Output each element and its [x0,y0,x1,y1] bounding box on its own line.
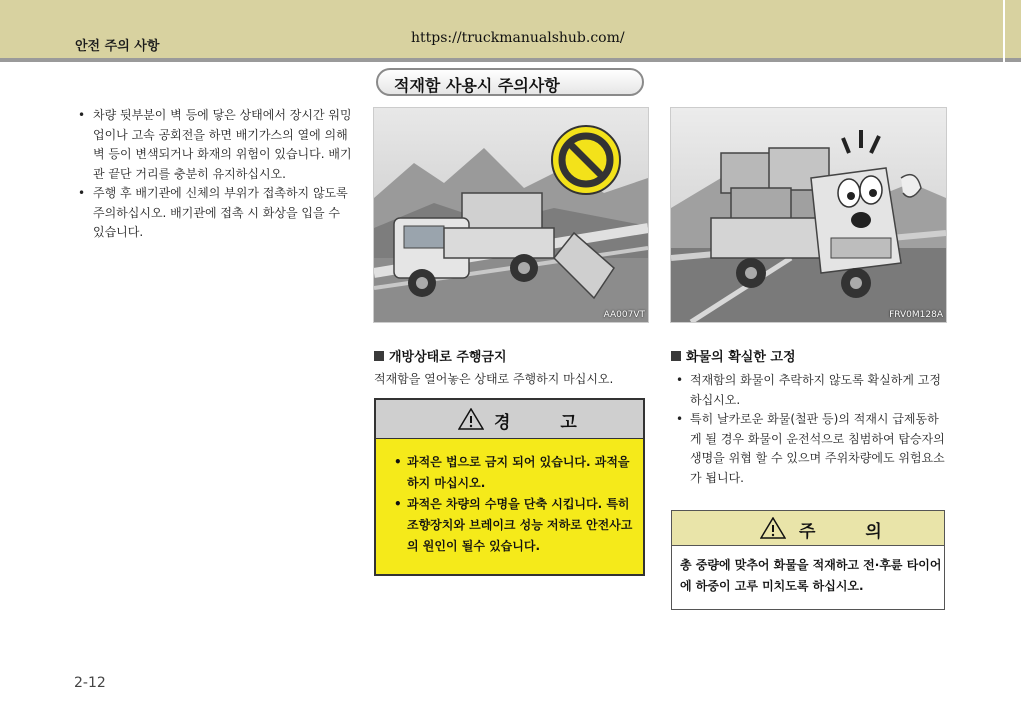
caution-text: 총 중량에 맞추어 화물을 적재하고 전·후륜 타이어에 하중이 고루 미치도록 하십시오. [680,558,942,593]
caution-triangle-icon [760,517,786,539]
square-bullet-icon [671,351,681,361]
illustration-svg [374,108,648,322]
right-heading [671,346,796,365]
main-title-pill [376,68,644,96]
caution-header [672,511,944,546]
caution-title: 주 의 [799,522,904,542]
header-divider [0,58,1021,62]
middle-heading-text: 개방상태로 주행금지 [389,350,507,365]
warning-list [394,452,639,557]
overloaded-truck-illustration [670,107,947,323]
middle-text: 적재함을 열어놓은 상태로 주행하지 마십시오. [374,372,614,386]
header-tick [1003,0,1005,62]
left-bullet-2: • 주행 후 배기관에 신체의 부위가 접촉하지 않도록 주의하십시오. 배기관에 접촉 시 화상을 입을 수 있습니다. [78,184,353,243]
right-bullet-1: • 적재함의 화물이 추락하지 않도록 확실하게 고정하십시오. [674,371,946,410]
warning-item-1: • 과적은 법으로 금지 되어 있습니다. 과적을 하지 마십시오. [394,452,639,494]
warning-title: 경 고 [494,413,599,433]
right-bullet-2: • 특히 날카로운 화물(철판 등)의 적재시 급제동하게 될 경우 화물이 운전석으로 침범하여 탑승자의 생명을 위협 할 수 있으며 주위차량에도 위험요소가 됩니다. [674,410,946,488]
open-tailgate-illustration [373,107,649,323]
square-bullet-icon [374,351,384,361]
right-image-code: FRV0M128A [889,310,943,320]
warning-box [374,398,645,576]
main-title: 적재함 사용시 주의사항 [394,76,560,95]
page-number: 2-12 [74,675,106,691]
middle-heading [374,346,507,365]
warning-triangle-icon [458,408,484,430]
caution-box [671,510,945,610]
left-bullet-1: • 차량 뒷부분이 벽 등에 닿은 상태에서 장시간 워밍업이나 고속 공회전을 하면 배기가스의 열에 의해 벽 등이 변색되거나 화재의 위험이 있습니다. 배기관 끝단 거리를 충분히 유지하십시오. [78,106,353,184]
right-bullet-list [674,371,946,488]
left-image-code: AA007VT [603,310,645,320]
section-title: 안전 주의 사항 [75,39,160,54]
left-bullet-list [78,106,353,243]
illustration-svg [671,108,946,322]
source-url[interactable]: https://truckmanualshub.com/ [411,30,625,46]
right-heading-text: 화물의 확실한 고정 [686,350,796,365]
warning-header [376,400,643,439]
warning-item-2: • 과적은 차량의 수명을 단축 시킵니다. 특히 조향장치와 브레이크 성능 저하로 안전사고의 원인이 될수 있습니다. [394,494,639,557]
